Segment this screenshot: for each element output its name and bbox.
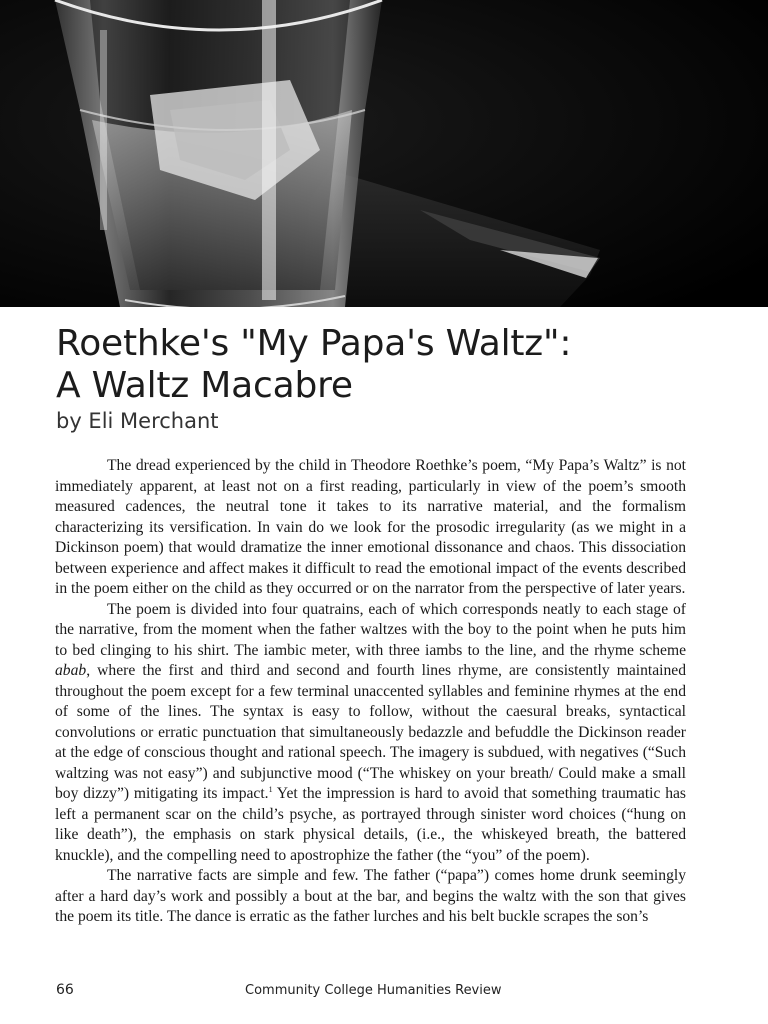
article-body bbox=[55, 456, 686, 968]
header-photo bbox=[0, 0, 768, 307]
whiskey-glass-photo bbox=[0, 0, 768, 307]
footnote-ref-1[interactable]: 1 bbox=[268, 784, 273, 794]
article-byline: by Eli Merchant bbox=[56, 409, 219, 433]
rhyme-scheme-emphasis: abab bbox=[55, 662, 87, 679]
paragraph-2-text-c: Yet the impression is hard to avoid that something traumatic has left a permanent scar on the child’s psyche, as portrayed through sinister word choices (“hung on like death”), the emphasis on stark physical details, (i.e., the whiskeyed breath, the battered knuckle), and the compelling need to apostrophize the father (the “you” of the poem). bbox=[55, 785, 686, 864]
page-number: 66 bbox=[56, 982, 74, 998]
paragraph-1 bbox=[55, 456, 686, 600]
paragraph-2-text-b: , where the first and third and second and fourth lines rhyme, are consistently maintained throughout the poem except for a few terminal unaccented syllables and feminine rhymes at the end of some of the lines. The syntax is easy to follow, without the caesural breaks, syntactical convolutions or erratic punctuation that simultaneously bedazzle and befuddle the Dickinson reader at the edge of conscious thought and rational speech. The imagery is subdued, with negatives (“Such waltzing was not easy”) and subjunctive mood (“The whiskey on your breath/ Could make a small boy dizzy”) mitigating its impact. bbox=[55, 662, 686, 802]
article-title-line-2: A Waltz Macabre bbox=[56, 365, 353, 406]
paragraph-2-text-a: The poem is divided into four quatrains, each of which corresponds neatly to each stage of the narrative, from the moment when the father waltzes with the boy to the point when he puts him to bed clinging to his shirt. The iambic meter, with three iambs to the line, and the rhyme scheme bbox=[55, 600, 686, 659]
article-title-line-1: Roethke's "My Papa's Waltz": bbox=[56, 323, 572, 364]
journal-name: Community College Humanities Review bbox=[245, 983, 502, 998]
paragraph-3 bbox=[55, 866, 686, 928]
paragraph-3-text: The narrative facts are simple and few. The father (“papa”) comes home drunk seemingly after a hard day’s work and possibly a bout at the bar, and begins the waltz with the son that gives the poem its title. The dance is erratic as the father lurches and his belt buckle scrapes the son’s bbox=[55, 867, 686, 925]
paragraph-1-text: The dread experienced by the child in Theodore Roethke’s poem, “My Papa’s Waltz” is not immediately apparent, at least not on a first reading, particularly in view of the poem’s smooth measured cadences, the neutral tone it takes to its narrative material, and the formalism characterizing its versification. In vain do we look for the prosodic irregularity (as we might in a Dickinson poem) that would dramatize the inner emotional dissonance and chaos. This dissociation between experience and affect makes it difficult to read the emotional impact of the events described in the poem either on the child as they occurred or on the narrator from the perspective of later years. bbox=[55, 457, 686, 597]
article-title bbox=[56, 323, 716, 407]
paragraph-2 bbox=[55, 600, 686, 867]
